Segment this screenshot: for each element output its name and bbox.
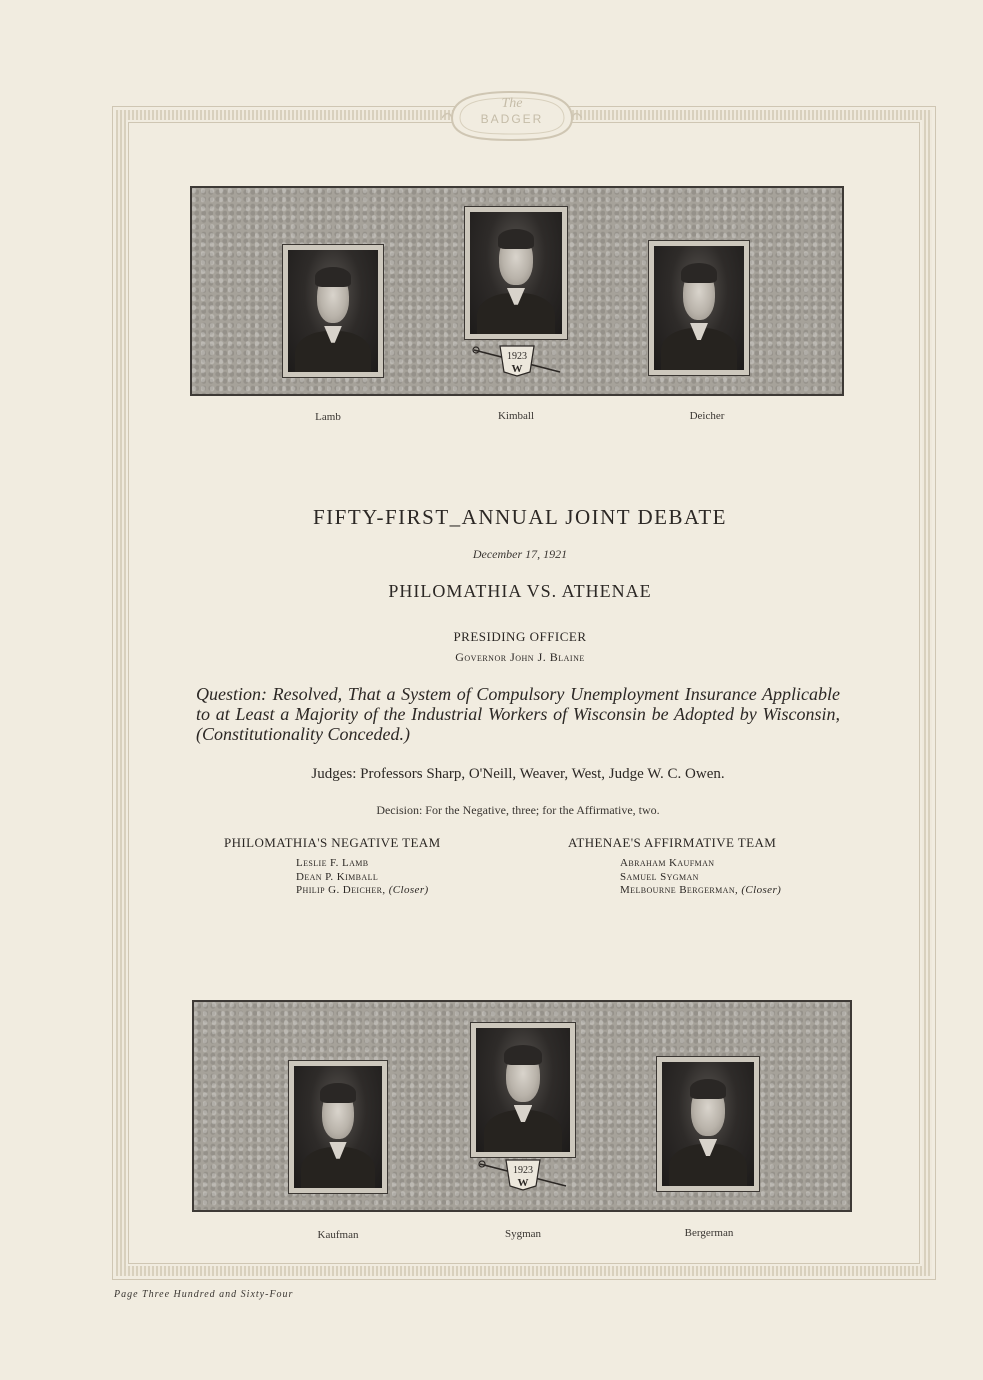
portrait-hair (504, 1045, 542, 1065)
cartouche-the: The (501, 96, 523, 111)
portrait-hair (681, 263, 717, 283)
class-emblem (470, 342, 564, 378)
team-member: Abraham Kaufman (620, 857, 715, 869)
page-number-label: Page Three Hundred and Sixty-Four (114, 1289, 294, 1300)
svg-text:1923: 1923 (507, 351, 527, 362)
top-photo-panel (190, 186, 844, 396)
team-member: Samuel Sygman (620, 870, 699, 883)
caption-bergerman: Bergerman (684, 1227, 734, 1239)
debate-question: Question: Resolved, That a System of Compulsory Unemployment Insurance Applicable to at Least a Majority of the Industrial Workers of Wisconsin be Adopted by Wisconsin, (Constitutionality Conceded.) (196, 684, 840, 744)
debate-judges: Judges: Professors Sharp, O'Neill, Weaver, West, Judge W. C. Owen. (311, 766, 725, 782)
team-member: Philip G. Deicher, (296, 884, 386, 896)
bottom-photo-panel (192, 1000, 852, 1212)
affirmative-team-heading: ATHENAE'S AFFIRMATIVE TEAM (568, 835, 777, 850)
caption-kimball: Kimball (497, 410, 535, 422)
portrait-bergerman (656, 1056, 760, 1192)
portrait-image (662, 1062, 754, 1186)
team-member: Dean P. Kimball (296, 870, 379, 883)
team-member-closer-row (620, 884, 858, 898)
debate-decision: Decision: For the Negative, three; for the Affirmative, two. (376, 803, 660, 817)
caption-kaufman: Kaufman (317, 1229, 359, 1241)
portrait-hair (498, 229, 535, 249)
portrait-hair (690, 1079, 727, 1099)
caption-lamb: Lamb (315, 411, 341, 423)
team-member: Melbourne Bergerman, (620, 884, 739, 896)
closer-note: (Closer) (741, 884, 782, 896)
caption-deicher: Deicher (689, 410, 725, 422)
debate-date: December 17, 1921 (472, 547, 568, 561)
presiding-officer-label: PRESIDING OFFICER (453, 629, 587, 644)
badger-cartouche (442, 88, 582, 144)
svg-text:W: W (517, 1177, 529, 1189)
portrait-sygman (470, 1022, 576, 1158)
portrait-lamb (282, 244, 384, 378)
debate-title: FIFTY-FIRST_ANNUAL JOINT DEBATE (312, 505, 727, 529)
affirmative-team-members (568, 857, 858, 898)
svg-text:1923: 1923 (513, 1165, 533, 1176)
cartouche-badger: BADGER (480, 112, 544, 126)
presiding-officer-name: Governor John J. Blaine (455, 650, 585, 664)
portrait-hair (315, 267, 351, 287)
debate-subtitle: PHILOMATHIA VS. ATHENAE (388, 581, 652, 601)
portrait-hair (320, 1083, 355, 1103)
team-member: Leslie F. Lamb (296, 857, 369, 869)
negative-team-members (224, 857, 514, 898)
emblem-1923-w (470, 342, 564, 378)
portrait-kaufman (288, 1060, 388, 1194)
closer-note: (Closer) (388, 884, 429, 896)
team-member-closer-row (296, 884, 514, 898)
affirmative-team (568, 835, 858, 898)
portrait-image (294, 1066, 382, 1188)
portrait-image (476, 1028, 570, 1152)
emblem-1923-w (476, 1156, 570, 1192)
negative-team (224, 835, 514, 898)
caption-sygman: Sygman (504, 1228, 542, 1240)
portrait-deicher (648, 240, 750, 376)
portrait-image (288, 250, 378, 372)
portrait-image (654, 246, 744, 370)
class-emblem (476, 1156, 570, 1192)
portrait-image (470, 212, 562, 334)
negative-team-heading: PHILOMATHIA'S NEGATIVE TEAM (224, 835, 441, 850)
svg-text:W: W (511, 363, 523, 375)
portrait-kimball (464, 206, 568, 340)
